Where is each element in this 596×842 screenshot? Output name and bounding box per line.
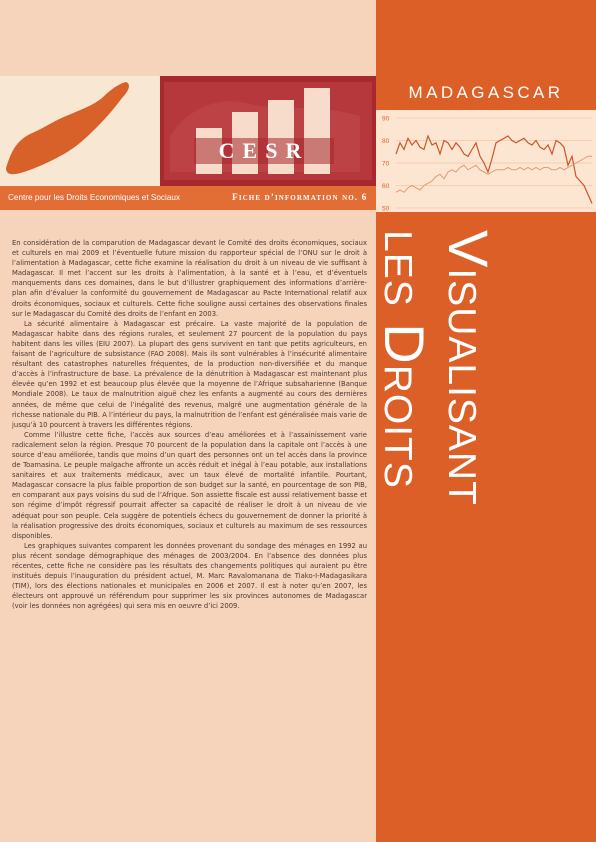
paragraph-2: La sécurité alimentaire à Madagascar est précaire. La vaste majorité de la population de Madagascar habite dans des régions rurales, et seulement 27 pourcent de la population du pays habitent dans les villes (EIU 2007). La plupart des gens survivent en tant que petits agriculteurs, en faisant de l’agriculture de subsistance (FAO 2008). Mais ils sont vulnérables à l’insécurité alimentaire résultant des catastrophes naturelles fréquentes, de la production non-diversifiée et du manque d’accès à l’infrastructure de base. La prévalence de la dénutrition à Madagascar est maintenant plus élevée qu’en 1992 et est beaucoup plus élevée que la moyenne de l’Afrique subsaharienne (Banque Mondiale 2008). Le taux de malnutrition aiguë chez les enfants a augmenté au cours des dernières années, de même que celui de l’inégalité des revenus, malgré une augmentation générale de la richesse nationale du PIB. A l’intérieur du pays, la malnutrition de l’enfant est généralisée mais varie de jusqu’à 10 pourcent à travers les différentes régions. — [12, 319, 367, 429]
side-title-line-2: les Droits — [373, 230, 436, 489]
line-chart — [376, 110, 596, 212]
logo-text: CESR — [218, 138, 310, 163]
logo-bars-graphic — [160, 76, 376, 186]
country-title: MADAGASCAR — [408, 83, 564, 102]
side-title — [310, 230, 500, 790]
header-footer-bar — [0, 186, 376, 210]
y-tick-label: 70 — [382, 160, 390, 168]
y-tick-label: 90 — [382, 115, 390, 123]
org-name: Centre pour les Droits Economiques et Sociaux — [8, 193, 181, 202]
fiche-label: Fiche d’information no. 6 — [232, 193, 368, 203]
madagascar-map-icon — [0, 76, 160, 186]
top-band — [0, 0, 376, 76]
side-title-line-1: Visualisant — [437, 230, 500, 506]
paragraph-4: Les graphiques suivantes comparent les données provenant du sondage des ménages en 1992 au plus récent sondage démographique des ménages de 2003/2004. En l’absence des données plus récentes, cette fiche ne considère pas les résultats des changements politiques qui auraient pu être institués depuis l’inauguration du président actuel, M. Marc Ravalomanana de Tiako-I-Madagasikara (TIM), lors des élections nationales et municipales en 2006 et 2007. Il est à noter qu’en 2007, les électeurs ont approuvé un référendum pour supprimer les six provinces autonomes de Madagascar (voir les données non agrégées) qui sera mis en oeuvre d’ici 2009. — [12, 541, 367, 611]
y-tick-label: 80 — [382, 138, 390, 145]
paragraph-1: En considération de la comparution de Madagascar devant le Comité des droits économiques, sociaux et culturels en mai 2009 et l’éventuelle future mission du rapporteur spécial de l’ONU sur le droit à l’alimentation à Madagascar, cette fiche examine la réalisation du droit à un niveau de vie suffisant à Madagascar. Il met l’accent sur les droits à l’alimentation, à la santé et à l’eau, et d’éventuels manquements dans ces domaines, dans le but d’illustrer graphiquement des informations d’arrière-plan afin d’évaluer la conformité du gouvernement de Madagascar au Pacte International relatif aux droits économiques, sociaux et culturels. Cette fiche souligne aussi certaines des observations finales sur le Madagascar du Comité des droits de l’enfant en 2003. — [12, 239, 367, 318]
paragraph-3: Comme l’illustre cette fiche, l’accès aux sources d’eau améliorées et à l’assainissement varie radicalement selon la région. Presque 70 pourcent de la population dans la capitale ont l’accès à une source d’eau améliorée, tandis que moins d’un quart des personnes ont un tel accès dans la province de Toamasina. Le peuple malgache affronte un accès réduit et inégal à l’eau potable, aux installations sanitaires et aux traitements médicaux, avec un taux élevé de mortalité infantile. Pourtant, Madagascar consacre la plus faible proportion de son budget sur la santé, en pourcentage de son PIB, en comparant aux pays voisins du sud de l’Afrique. Son assiette fiscale est aussi relativement basse et son régime d’impôt régressif pourrait affecter sa capacité de réaliser le droit à un niveau de vie adéquat pour son peuple. Cela suggère de potentiels échecs du gouvernement de donner la priorité à la réalisation progressive des droits économiques, sociaux et culturels au maximum de ses ressources disponibles. — [12, 430, 367, 540]
series-line-2 — [396, 156, 592, 192]
madagascar-map — [0, 76, 160, 186]
series-line-1 — [396, 136, 592, 204]
y-tick-label: 50 — [382, 205, 390, 212]
line-chart-svg — [376, 110, 596, 212]
y-tick-label: 60 — [382, 183, 390, 190]
cesr-logo — [160, 76, 376, 186]
